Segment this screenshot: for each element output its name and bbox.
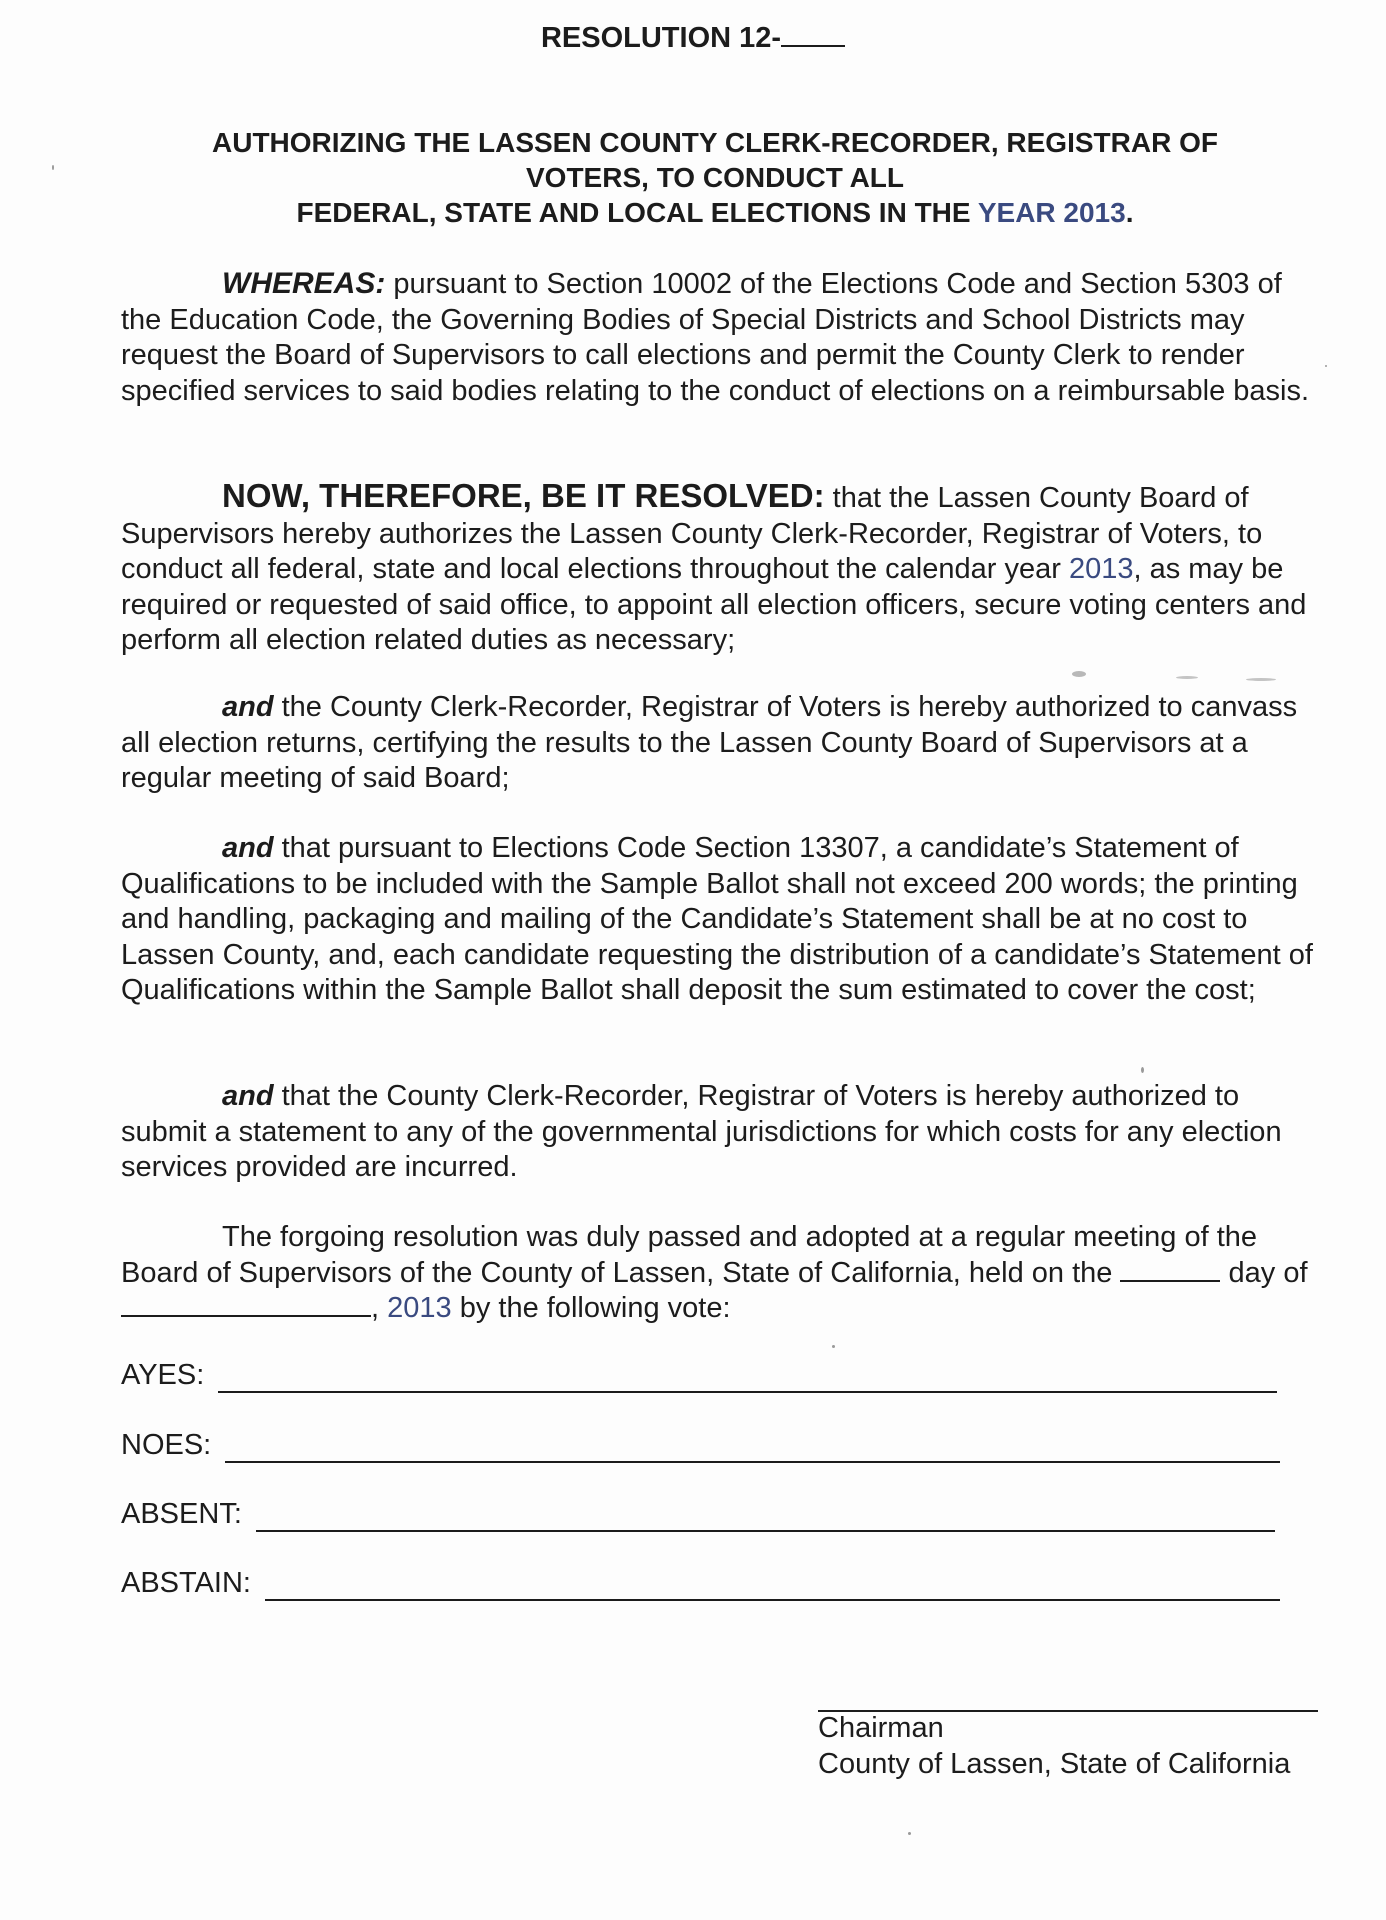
and-canvass-lead: and <box>222 691 274 723</box>
adoption-text-2: day of <box>1220 1256 1308 1289</box>
title-line-1: AUTHORIZING THE LASSEN COUNTY CLERK-RECORDER, REGISTRAR OF <box>212 127 1218 158</box>
and-costs-paragraph <box>121 1079 1321 1186</box>
scan-speck <box>1141 1067 1144 1073</box>
and-statement-text: that pursuant to Elections Code Section 13307, a candidate’s Statement of Qualifications to be included with the Sample Ballot shall not exceed 200 words; the printing and handling, packaging and mailing of the Candidate’s Statement shall be at no cost to Lassen County, and, each candidate requesting the distribution of a candidate’s Statement of Qualifications within the Sample Ballot shall deposit the sum estimated to cover the cost; <box>121 832 1313 1006</box>
resolved-lead: NOW, THEREFORE, BE IT RESOLVED: <box>222 477 825 514</box>
title-year: YEAR 2013 <box>977 197 1126 228</box>
vote-ayes-line <box>218 1363 1277 1393</box>
meeting-month-blank <box>121 1311 371 1317</box>
resolution-number-blank <box>781 39 845 47</box>
resolved-text-before: that the Lassen County Board of Supervisors hereby authorizes the Lassen County Clerk-Recorder, Registrar of Voters, to conduct all federal, state and local elections throughout the calendar year <box>121 482 1263 585</box>
vote-absent-row <box>121 1497 1275 1532</box>
resolved-paragraph <box>121 478 1321 659</box>
resolution-title <box>150 125 1280 230</box>
scan-speck <box>1176 676 1198 679</box>
scan-speck <box>1325 365 1327 367</box>
vote-noes-line <box>225 1433 1280 1463</box>
adoption-text-3: , <box>371 1292 388 1324</box>
title-line-2: VOTERS, TO CONDUCT ALL <box>526 162 904 193</box>
adoption-text-1: The forgoing resolution was duly passed and adopted at a regular meeting of the Board of Supervisors of the County of Lassen, State of California, held on the <box>121 1221 1258 1289</box>
signature-title: Chairman <box>818 1712 944 1744</box>
vote-absent-label: ABSENT: <box>121 1498 242 1530</box>
and-statement-paragraph <box>121 831 1321 1009</box>
and-canvass-text: the County Clerk-Recorder, Registrar of Voters is hereby authorized to canvass all election returns, certifying the results to the Lassen County Board of Supervisors at a regular meeting of said Board; <box>121 691 1298 794</box>
adoption-paragraph <box>121 1220 1321 1327</box>
scan-speck <box>908 1832 911 1835</box>
and-canvass-paragraph <box>121 690 1321 797</box>
scan-speck <box>832 1345 835 1348</box>
whereas-paragraph <box>121 266 1321 409</box>
vote-abstain-row <box>121 1566 1280 1601</box>
scan-speck <box>1072 671 1086 677</box>
adoption-text-4: by the following vote: <box>451 1292 731 1324</box>
resolution-number <box>0 22 1386 55</box>
vote-abstain-line <box>265 1571 1280 1601</box>
and-costs-text: that the County Clerk-Recorder, Registrar of Voters is hereby authorized to submit a statement to any of the governmental jurisdictions for which costs for any election services provided are incurred. <box>121 1080 1282 1183</box>
signature-block <box>818 1710 1290 1782</box>
vote-ayes-label: AYES: <box>121 1359 205 1391</box>
vote-noes-label: NOES: <box>121 1429 212 1461</box>
vote-noes-row <box>121 1428 1280 1463</box>
vote-absent-line <box>256 1502 1275 1532</box>
resolution-label: RESOLUTION 12- <box>540 22 782 54</box>
vote-ayes-row <box>121 1358 1277 1393</box>
scan-speck <box>52 165 54 170</box>
and-costs-lead: and <box>222 1080 274 1112</box>
vote-abstain-label: ABSTAIN: <box>121 1567 251 1599</box>
resolved-year: 2013 <box>1068 553 1134 585</box>
whereas-lead: WHEREAS: <box>222 267 386 300</box>
whereas-text: pursuant to Section 10002 of the Elections Code and Section 5303 of the Education Code, the Governing Bodies of Special Districts and School Districts may request the Board of Supervisors to call elections and permit the County Clerk to render specified services to said bodies relating to the conduct of elections on a reimbursable basis. <box>121 268 1310 407</box>
meeting-day-blank <box>1120 1276 1220 1282</box>
title-line-3 <box>150 195 1280 230</box>
and-statement-lead: and <box>222 832 274 864</box>
title-line-3-suffix: . <box>1125 197 1134 228</box>
signature-org: County of Lassen, State of California <box>818 1748 1291 1780</box>
title-line-3-prefix: FEDERAL, STATE AND LOCAL ELECTIONS IN THE <box>296 197 978 228</box>
scan-speck <box>1246 678 1276 681</box>
adoption-year: 2013 <box>387 1292 452 1324</box>
resolved-text-after: , as may be required or requested of said office, to appoint all election officers, secure voting centers and perform all election related duties as necessary; <box>121 553 1307 656</box>
